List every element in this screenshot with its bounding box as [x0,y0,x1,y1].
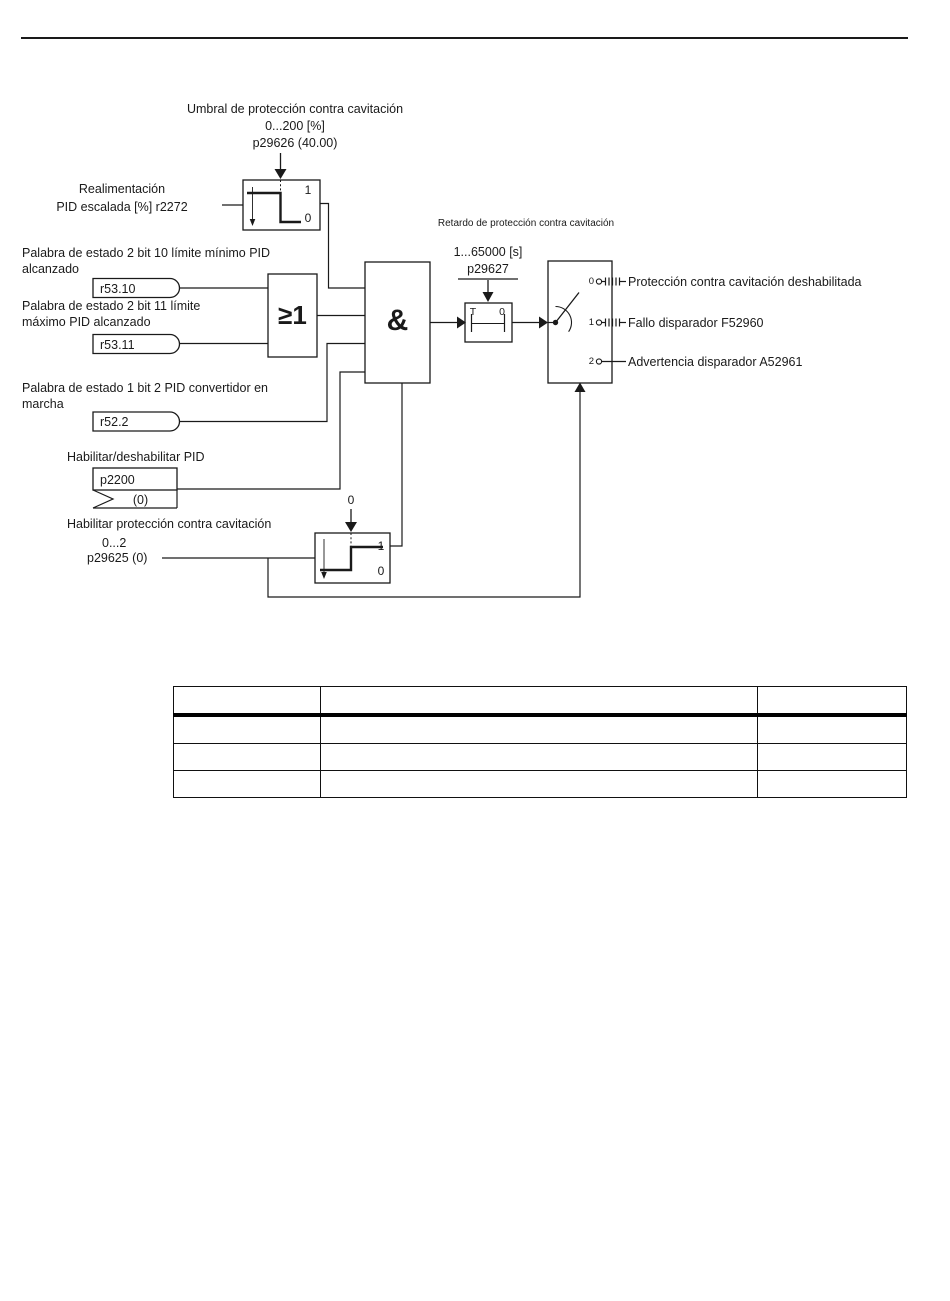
delay-range: 1...65000 [s] [453,245,523,259]
p29625-param-label: p29625 (0) [87,551,148,565]
status2-bit10-line2: alcanzado [22,262,79,276]
threshold-param: p29626 (40.00) [252,136,338,150]
delay-param: p29627 [467,262,509,276]
comparator2-axis-arrow-icon [321,572,327,579]
table-cell [174,744,321,771]
selector-out2-terminal [596,359,601,364]
timer-t-label: T [469,306,477,318]
p2200-param-label: p2200 [100,473,135,487]
table-cell [757,744,906,771]
pid-enable-label: Habilitar/deshabilitar PID [67,450,205,464]
status1-bit2-label [22,380,268,412]
status2-bit11-line2: máximo PID alcanzado [22,315,151,329]
table-header-row [174,687,907,716]
table-cell [174,687,321,716]
connector-r53-11-label: r53.11 [100,338,135,352]
status2-bit11-line1: Palabra de estado 2 bit 11 límite [22,299,201,313]
comparator1-axis-arrow-icon [250,219,256,226]
timer-zero-label: 0 [499,306,505,318]
comparator1-out-high-label: 1 [304,183,312,197]
comparator1-step-curve [247,193,301,222]
comparator2-out-low-label: 0 [377,564,385,578]
status2-bit10-label [22,245,270,277]
table-cell [321,744,758,771]
connector-r52-2-label: r52.2 [100,415,129,429]
p29627-arrowhead-icon [483,292,494,302]
cavitation-enable-label: Habilitar protección contra cavitación [67,517,272,531]
selector-out1-text: Fallo disparador F52960 [628,316,764,330]
selector-out2-text: Advertencia disparador A52961 [628,355,803,369]
threshold-title: Umbral de protección contra cavitación [186,102,404,116]
selector-out0-hatch-icon [606,278,620,286]
selector-bottom-arrowhead-icon [575,383,586,393]
p29626-arrowhead-icon [275,169,287,179]
cavitation-enable-range: 0...2 [102,536,127,550]
wire-comparator1-to-and [320,204,365,289]
table-row [174,715,907,744]
feedback-label-line1: Realimentación [78,182,166,196]
or-gate-label: ≥1 [278,300,307,330]
table-row [174,744,907,771]
connector-r53-10-label: r53.10 [100,282,136,296]
status1-bit2-line2: marcha [22,397,64,411]
selector-out1-terminal [596,320,601,325]
parameter-table [173,686,907,798]
threshold-range: 0...200 [%] [265,119,325,133]
comparator1-out-low-label: 0 [304,211,312,225]
p2200-chevron-icon [93,490,113,508]
selector-out1-hatch-icon [606,319,620,327]
comparator2-ref-label: 0 [347,493,355,507]
status1-bit2-line1: Palabra de estado 1 bit 2 PID convertidor en [22,381,268,395]
status2-bit10-line1: Palabra de estado 2 bit 10 límite mínimo PID [22,246,271,260]
selector-pos1-label: 1 [588,317,594,328]
selector-input-arrowhead-icon [539,317,548,329]
comparator2-out-high-label: 1 [377,539,385,553]
selector-lever [556,293,580,323]
table-cell [321,687,758,716]
table-cell [321,715,758,744]
feedback-label-line2: PID escalada [%] r2272 [56,200,188,214]
comparator2-ref-arrowhead-icon [345,522,357,532]
wire-comparator2-to-and [390,383,402,546]
selector-pos0-label: 0 [588,276,594,287]
table-cell [321,771,758,798]
selector-out0-text: Protección contra cavitación deshabilitada [628,275,862,289]
selector-pos2-label: 2 [588,356,594,367]
and-gate-label: & [386,304,409,337]
delay-title: Retardo de protección contra cavitación [437,218,615,229]
table-cell [757,687,906,716]
feedback-label [22,180,222,216]
table-cell [174,715,321,744]
table-row [174,771,907,798]
p2200-default-label: (0) [132,493,149,507]
table-cell [757,771,906,798]
status2-bit11-label [22,298,200,330]
table-cell [757,715,906,744]
selector-out0-terminal [596,279,601,284]
table-cell [174,771,321,798]
